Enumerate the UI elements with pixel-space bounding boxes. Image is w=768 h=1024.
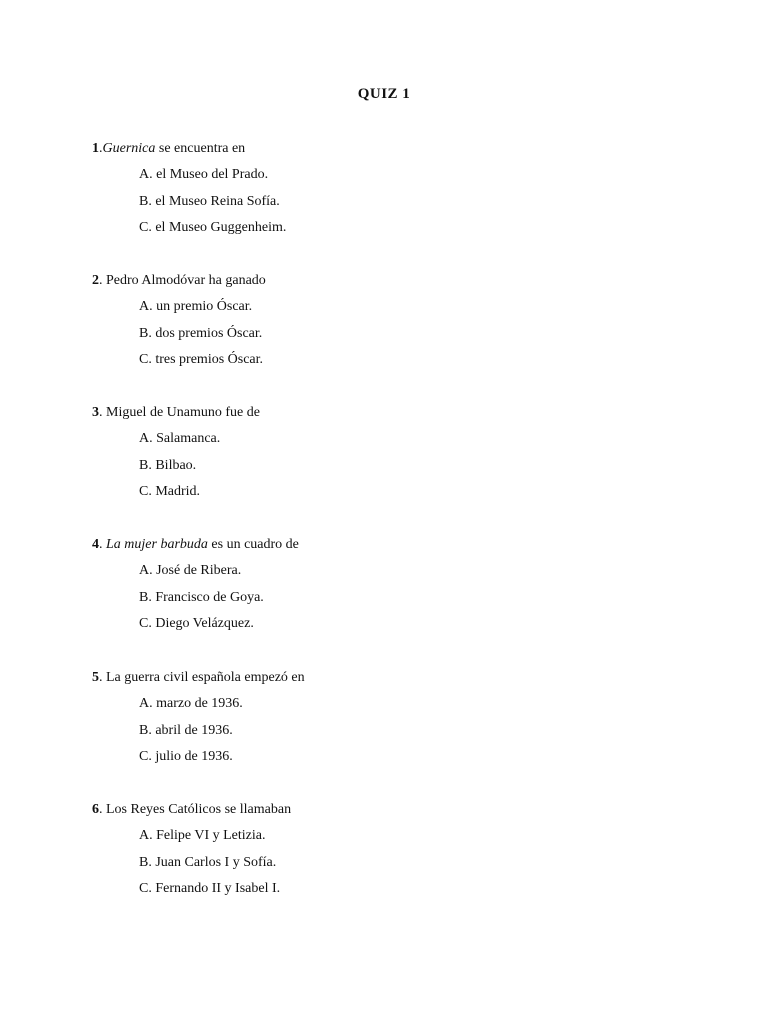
option-a: A. marzo de 1936. — [139, 696, 243, 711]
question-4-options — [92, 558, 712, 638]
question-text: se encuentra en — [155, 141, 246, 156]
question-number: 6 — [92, 802, 99, 817]
option-b: B. dos premios Óscar. — [139, 325, 263, 341]
question-1-stem: 1.Guernica se encuentra en — [92, 141, 246, 156]
question-2 — [92, 268, 712, 374]
question-4 — [92, 532, 712, 638]
question-5-options — [92, 691, 712, 771]
option-c: C. Diego Velázquez. — [139, 616, 254, 631]
question-text: Los Reyes Católicos se llamaban — [102, 802, 292, 817]
question-italic-text: La mujer barbuda — [106, 537, 208, 552]
page-title: QUIZ 1 — [357, 86, 411, 102]
question-5 — [92, 665, 712, 771]
option-b: B. abril de 1936. — [139, 722, 233, 738]
option-a: A. Felipe VI y Letizia. — [139, 828, 266, 843]
question-text: Pedro Almodóvar ha ganado — [102, 273, 266, 288]
question-number: 2 — [92, 273, 99, 288]
option-c: C. el Museo Guggenheim. — [139, 220, 287, 235]
option-b: B. Bilbao. — [139, 457, 197, 473]
option-a: A. Salamanca. — [139, 431, 221, 446]
question-number: 5 — [92, 670, 99, 685]
question-number: 3 — [92, 405, 99, 420]
option-c: C. tres premios Óscar. — [139, 352, 264, 367]
question-text: es un cuadro de — [207, 537, 299, 552]
option-b: B. Juan Carlos I y Sofía. — [139, 854, 277, 870]
question-1 — [92, 136, 712, 242]
question-number: 1 — [92, 141, 99, 156]
question-text: Miguel de Unamuno fue de — [102, 405, 260, 420]
question-6-options — [92, 823, 712, 903]
option-b: B. Francisco de Goya. — [139, 589, 264, 605]
question-5-stem: 5. La guerra civil española empezó en — [92, 670, 305, 685]
option-c: C. julio de 1936. — [139, 749, 233, 764]
question-4-stem: 4. La mujer barbuda es un cuadro de — [92, 537, 299, 552]
question-3-stem: 3. Miguel de Unamuno fue de — [92, 405, 260, 420]
question-2-options — [92, 294, 712, 374]
question-1-options — [92, 162, 712, 242]
question-6 — [92, 797, 712, 903]
option-a: A. el Museo del Prado. — [139, 167, 269, 182]
option-c: C. Fernando II y Isabel I. — [139, 881, 281, 896]
option-c: C. Madrid. — [139, 484, 201, 499]
question-6-stem: 6. Los Reyes Católicos se llamaban — [92, 802, 292, 817]
option-a: A. José de Ribera. — [139, 563, 242, 578]
question-3 — [92, 400, 712, 506]
question-number: 4 — [92, 537, 99, 552]
question-3-options — [92, 426, 712, 506]
option-b: B. el Museo Reina Sofía. — [139, 193, 280, 209]
question-text: La guerra civil española empezó en — [102, 670, 305, 685]
question-2-stem: 2. Pedro Almodóvar ha ganado — [92, 273, 266, 288]
option-a: A. un premio Óscar. — [139, 299, 253, 314]
question-italic-text: Guernica — [102, 141, 156, 156]
